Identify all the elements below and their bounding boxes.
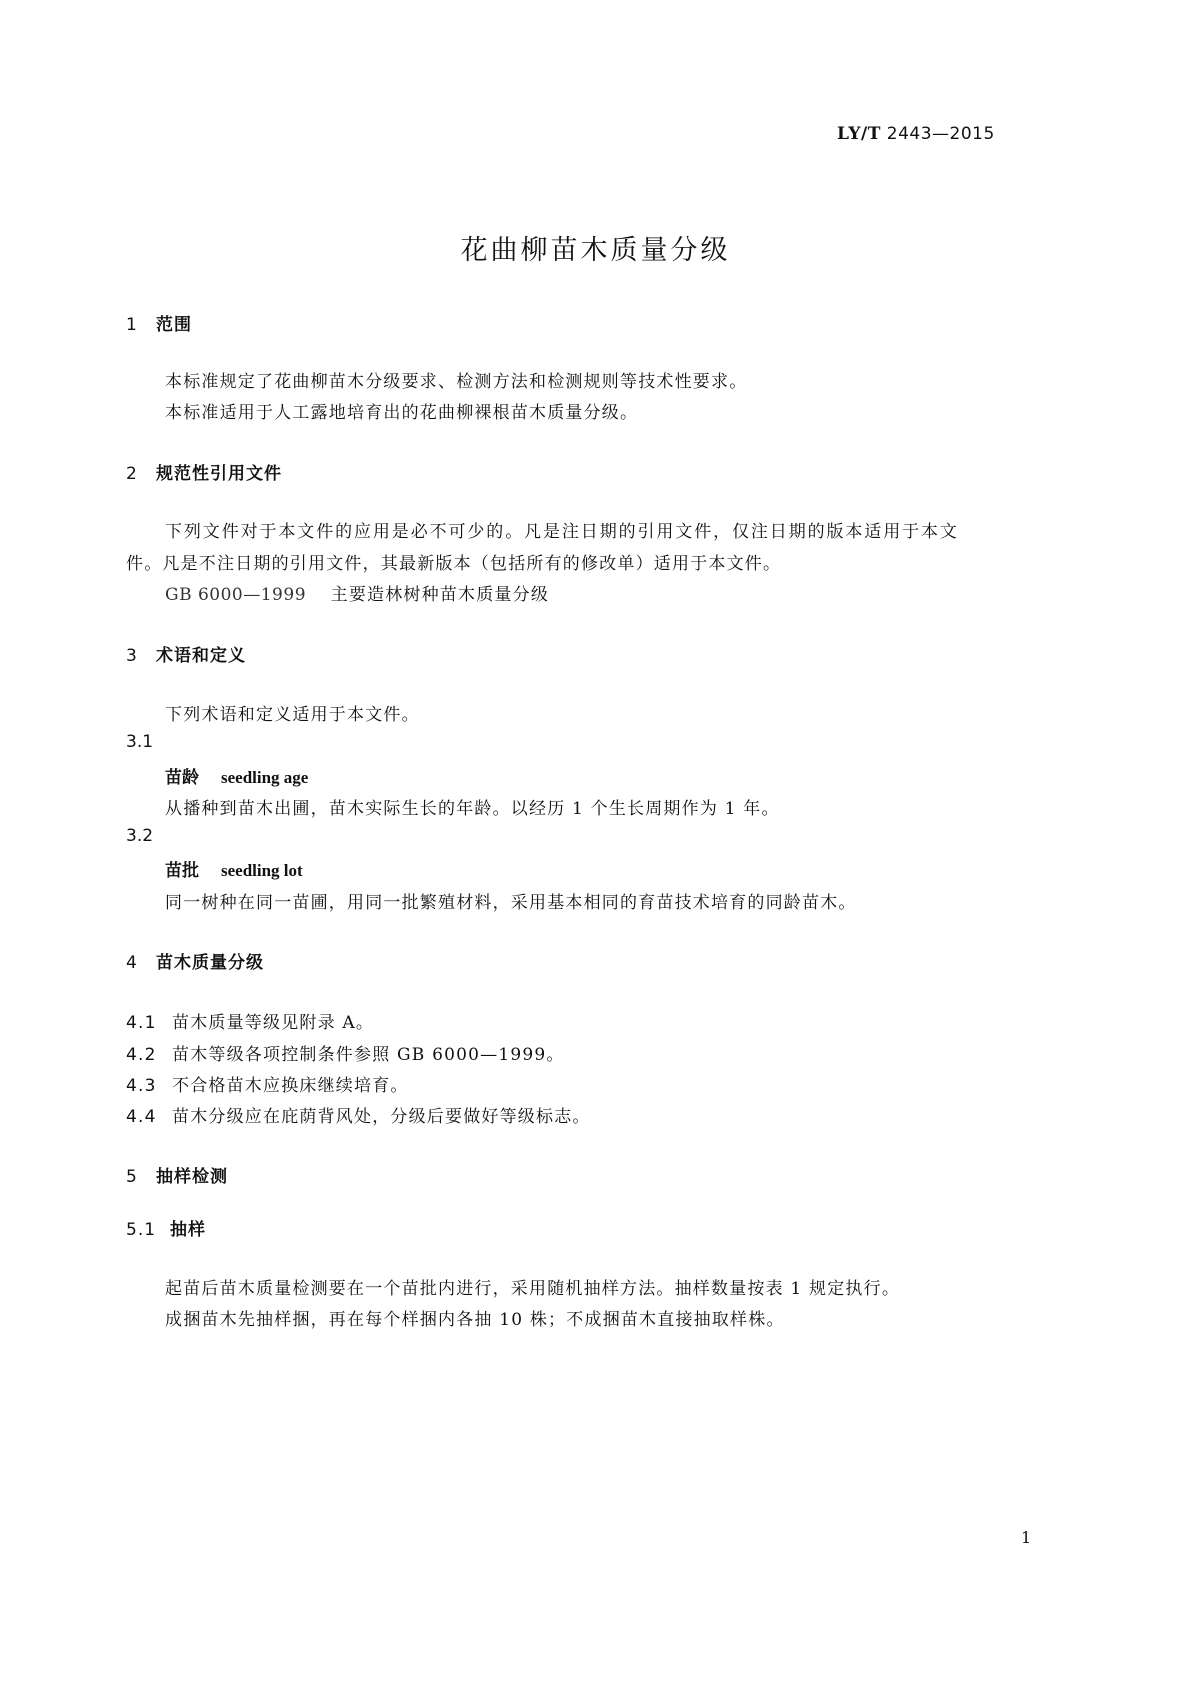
term-heading: [165, 856, 303, 881]
term-heading: [165, 763, 308, 788]
subsection-5-1-heading: [126, 1215, 206, 1240]
clause-text: 苗木分级应在庇荫背风处，分级后要做好等级标志。: [172, 1107, 591, 1127]
paragraph: 本标准适用于人工露地培育出的花曲柳裸根苗木质量分级。: [165, 403, 639, 423]
clause-number: 4.4: [126, 1107, 157, 1127]
paragraph: 件。凡是不注日期的引用文件，其最新版本（包括所有的修改单）适用于本文件。: [126, 554, 782, 574]
clause-text: 不合格苗木应换床继续培育。: [172, 1076, 409, 1096]
clause-number: 4.2: [126, 1045, 157, 1065]
section-3-heading: [126, 641, 246, 666]
paragraph: 成捆苗木先抽样捆，再在每个样捆内各抽 10 株；不成捆苗木直接抽取样株。: [165, 1310, 785, 1330]
term-zh: 苗龄: [165, 768, 199, 788]
term-zh: 苗批: [165, 861, 199, 881]
reference-title: 主要造林树种苗木质量分级: [330, 585, 550, 605]
document-title: 花曲柳苗木质量分级: [460, 235, 731, 266]
section-number: 3: [126, 646, 138, 666]
section-number: 4: [126, 953, 138, 973]
paragraph: 起苗后苗木质量检测要在一个苗批内进行，采用随机抽样方法。抽样数量按表 1 规定执行。: [165, 1279, 901, 1299]
section-number: 2: [126, 464, 138, 484]
paragraph: 下列文件对于本文件的应用是必不可少的。凡是注日期的引用文件，仅注日期的版本适用于本文: [165, 522, 959, 542]
clause-text: 苗木等级各项控制条件参照 GB 6000—1999。: [172, 1045, 565, 1065]
subsection-number: 5.1: [126, 1220, 157, 1240]
section-number: 1: [126, 315, 138, 335]
section-title: 规范性引用文件: [156, 464, 282, 484]
term-en: seedling age: [221, 768, 309, 787]
term-en: seedling lot: [221, 861, 303, 880]
section-title: 抽样检测: [156, 1167, 228, 1187]
clause-number: 4.3: [126, 1076, 157, 1096]
page-number: 1: [1021, 1528, 1032, 1547]
paragraph: 本标准规定了花曲柳苗木分级要求、检测方法和检测规则等技术性要求。: [165, 372, 748, 392]
section-title: 苗木质量分级: [156, 953, 264, 973]
clause-4-4: [126, 1102, 591, 1127]
term-number: 3.1: [126, 732, 154, 752]
section-title: 术语和定义: [156, 646, 246, 666]
term-definition: 从播种到苗木出圃，苗木实际生长的年龄。以经历 1 个生长周期作为 1 年。: [165, 799, 780, 819]
clause-text: 苗木质量等级见附录 A。: [172, 1013, 375, 1033]
term-number: 3.2: [126, 826, 154, 846]
clause-4-2: [126, 1040, 565, 1065]
clause-4-3: [126, 1071, 409, 1096]
section-title: 范围: [156, 315, 192, 335]
clause-4-1: [126, 1008, 374, 1033]
section-2-heading: [126, 459, 282, 484]
section-5-heading: [126, 1162, 228, 1187]
term-definition: 同一树种在同一苗圃，用同一批繁殖材料，采用基本相同的育苗技术培育的同龄苗木。: [165, 893, 857, 913]
paragraph: 下列术语和定义适用于本文件。: [165, 705, 420, 725]
standard-code: [837, 124, 995, 144]
reference-code: GB 6000—1999: [165, 585, 307, 605]
section-1-heading: [126, 310, 192, 335]
section-number: 5: [126, 1167, 138, 1187]
reference-entry: [165, 580, 549, 605]
clause-number: 4.1: [126, 1013, 157, 1033]
standard-number: 2443—2015: [886, 124, 995, 144]
section-4-heading: [126, 948, 264, 973]
standard-prefix: LY/T: [837, 124, 881, 144]
subsection-title: 抽样: [170, 1220, 206, 1240]
